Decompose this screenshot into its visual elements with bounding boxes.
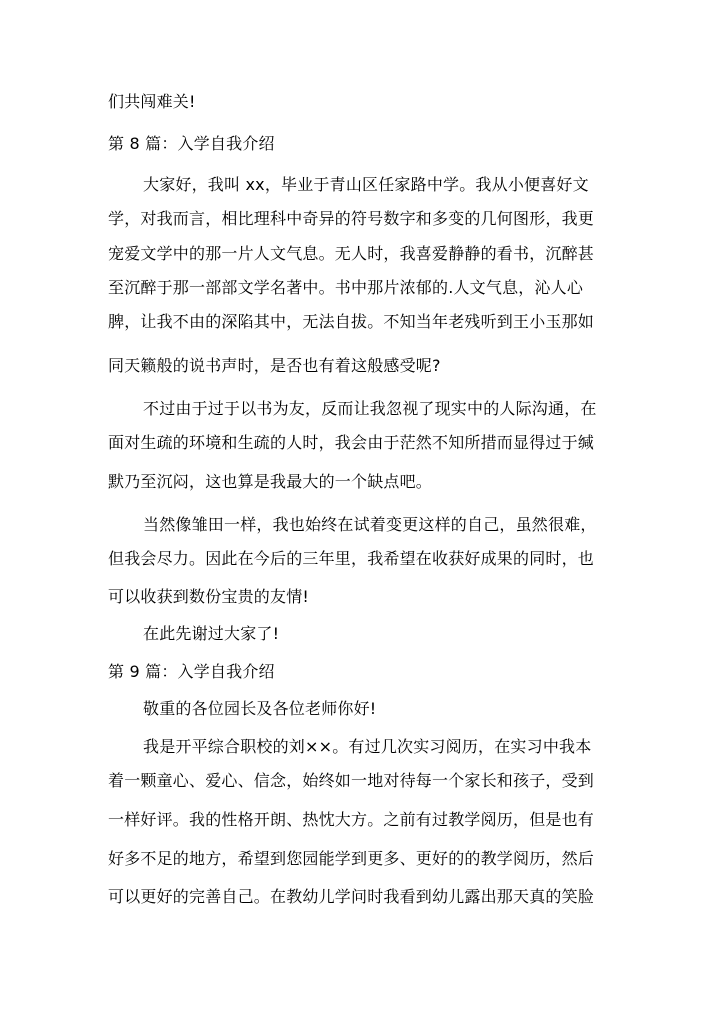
section-heading-9: 第 9 篇：入学自我介绍	[108, 662, 275, 681]
text-line-11: 默乃至沉闷，这也算是我最大的一个缺点吧。	[108, 472, 433, 491]
text-line-6: 至沉醉于那一部部文学名著中。书中那片浓郁的.人文气息，沁人心	[108, 278, 584, 297]
text-line-18: 我是开平综合职校的刘××。有过几次实习阅历，在实习中我本	[143, 737, 592, 756]
text-line-17: 敬重的各位园长及各位老师你好!	[143, 699, 377, 718]
text-line-3: 大家好，我叫 xx，毕业于青山区任家路中学。我从小便喜好文	[143, 175, 589, 194]
text-line-8: 同天籁般的说书声时，是否也有着这般感受呢?	[108, 356, 441, 375]
section-heading-8: 第 8 篇：入学自我介绍	[108, 134, 275, 153]
text-line-12: 当然像雏田一样，我也始终在试着变更这样的自己，虽然很难，	[143, 515, 597, 534]
text-line-21: 好多不足的地方，希望到您园能学到更多、更好的的教学阅历，然后	[108, 849, 595, 868]
text-line-13: 但我会尽力。因此在今后的三年里，我希望在收获好成果的同时，也	[108, 549, 595, 568]
text-line-14: 可以收获到数份宝贵的友情!	[108, 587, 310, 606]
text-line-22: 可以更好的完善自己。在教幼儿学问时我看到幼儿露出那天真的笑脸	[108, 887, 595, 906]
text-line-9: 不过由于过于以书为友，反而让我忽视了现实中的人际沟通，在	[143, 399, 597, 418]
text-line-5: 宠爱文学中的那一片人文气息。无人时，我喜爱静静的看书，沉醉甚	[108, 244, 595, 263]
text-line-15: 在此先谢过大家了!	[143, 624, 280, 643]
text-line-19: 着一颗童心、爱心、信念，始终如一地对待每一个家长和孩子，受到	[108, 771, 595, 790]
text-line-20: 一样好评。我的性格开朗、热忱大方。之前有过教学阅历，但是也有	[108, 810, 595, 829]
text-line-1: 们共闯难关!	[108, 92, 196, 111]
text-line-7: 脾，让我不由的深陷其中，无法自拔。不知当年老残听到王小玉那如	[108, 312, 595, 331]
text-line-4: 学，对我而言，相比理科中奇异的符号数字和多变的几何图形，我更	[108, 209, 595, 228]
text-line-10: 面对生疏的环境和生疏的人时，我会由于茫然不知所措而显得过于缄	[108, 433, 595, 452]
